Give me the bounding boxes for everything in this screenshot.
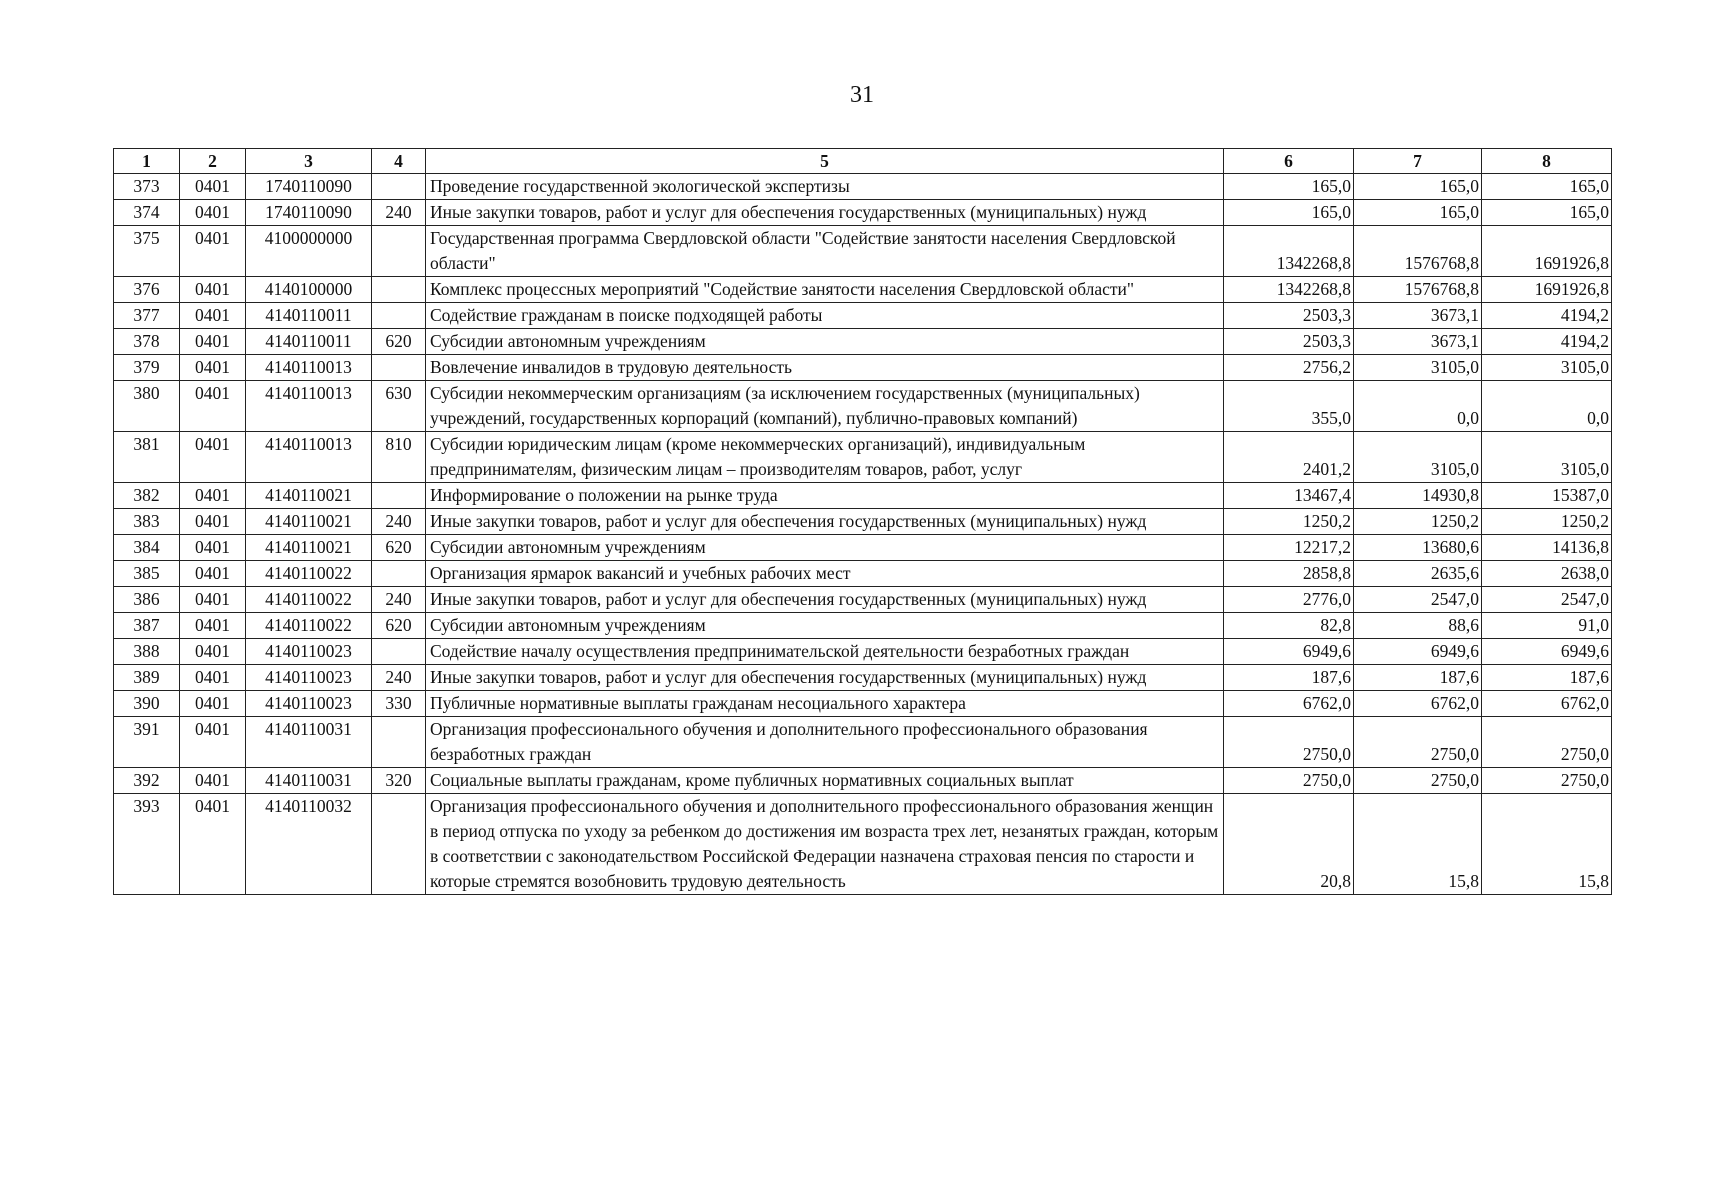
cell-target-code: 4140110011 — [246, 329, 372, 355]
cell-row-number: 392 — [114, 768, 180, 794]
cell-item-name: Организация ярмарок вакансий и учебных рабочих мест — [426, 561, 1224, 587]
cell-row-number: 381 — [114, 432, 180, 483]
cell-amount-year-2: 165,0 — [1354, 200, 1482, 226]
cell-row-number: 374 — [114, 200, 180, 226]
cell-row-number: 379 — [114, 355, 180, 381]
cell-row-number: 393 — [114, 794, 180, 895]
cell-section-code: 0401 — [180, 303, 246, 329]
cell-section-code: 0401 — [180, 639, 246, 665]
cell-expense-type-code: 240 — [372, 665, 426, 691]
cell-amount-year-3: 1691926,8 — [1482, 277, 1612, 303]
cell-target-code: 1740110090 — [246, 174, 372, 200]
cell-expense-type-code: 620 — [372, 613, 426, 639]
cell-expense-type-code: 620 — [372, 329, 426, 355]
cell-expense-type-code — [372, 303, 426, 329]
table-row — [114, 561, 1612, 587]
cell-section-code: 0401 — [180, 432, 246, 483]
cell-item-name: Иные закупки товаров, работ и услуг для обеспечения государственных (муниципальных) нужд — [426, 587, 1224, 613]
column-header-amount-year-1: 6 — [1224, 149, 1354, 174]
cell-amount-year-2: 3673,1 — [1354, 329, 1482, 355]
cell-expense-type-code — [372, 355, 426, 381]
table-row — [114, 329, 1612, 355]
cell-amount-year-3: 3105,0 — [1482, 432, 1612, 483]
cell-amount-year-1: 355,0 — [1224, 381, 1354, 432]
cell-amount-year-1: 12217,2 — [1224, 535, 1354, 561]
cell-amount-year-1: 6949,6 — [1224, 639, 1354, 665]
cell-amount-year-3: 15,8 — [1482, 794, 1612, 895]
cell-target-code: 4140110023 — [246, 665, 372, 691]
table-body — [114, 174, 1612, 895]
cell-amount-year-1: 2776,0 — [1224, 587, 1354, 613]
cell-expense-type-code — [372, 639, 426, 665]
header-row — [114, 149, 1612, 174]
cell-target-code: 4140100000 — [246, 277, 372, 303]
cell-target-code: 4140110021 — [246, 483, 372, 509]
table-row — [114, 432, 1612, 483]
cell-row-number: 388 — [114, 639, 180, 665]
table-header — [114, 149, 1612, 174]
cell-amount-year-3: 15387,0 — [1482, 483, 1612, 509]
cell-item-name: Субсидии юридическим лицам (кроме некоммерческих организаций), индивидуальным предпринимателям, физическим лицам – производителям товаров, работ, услуг — [426, 432, 1224, 483]
cell-amount-year-2: 3673,1 — [1354, 303, 1482, 329]
cell-target-code: 4140110023 — [246, 639, 372, 665]
cell-item-name: Проведение государственной экологической экспертизы — [426, 174, 1224, 200]
cell-expense-type-code: 240 — [372, 509, 426, 535]
cell-row-number: 380 — [114, 381, 180, 432]
table-row — [114, 355, 1612, 381]
cell-amount-year-2: 1250,2 — [1354, 509, 1482, 535]
cell-item-name: Государственная программа Свердловской области "Содействие занятости населения Свердловской области" — [426, 226, 1224, 277]
table-row — [114, 381, 1612, 432]
cell-row-number: 383 — [114, 509, 180, 535]
cell-amount-year-1: 1342268,8 — [1224, 226, 1354, 277]
cell-section-code: 0401 — [180, 717, 246, 768]
cell-item-name: Субсидии автономным учреждениям — [426, 329, 1224, 355]
cell-item-name: Публичные нормативные выплаты гражданам несоциального характера — [426, 691, 1224, 717]
cell-expense-type-code: 620 — [372, 535, 426, 561]
cell-amount-year-1: 2503,3 — [1224, 329, 1354, 355]
cell-amount-year-3: 187,6 — [1482, 665, 1612, 691]
cell-item-name: Субсидии некоммерческим организациям (за исключением государственных (муниципальных) учреждений, государственных корпораций (компаний), публично-правовых компаний) — [426, 381, 1224, 432]
column-header-amount-year-3: 8 — [1482, 149, 1612, 174]
cell-target-code: 4140110031 — [246, 717, 372, 768]
cell-amount-year-1: 2858,8 — [1224, 561, 1354, 587]
table-row — [114, 483, 1612, 509]
cell-amount-year-3: 165,0 — [1482, 174, 1612, 200]
cell-amount-year-3: 4194,2 — [1482, 329, 1612, 355]
table-row — [114, 665, 1612, 691]
cell-section-code: 0401 — [180, 174, 246, 200]
cell-section-code: 0401 — [180, 561, 246, 587]
cell-item-name: Информирование о положении на рынке труда — [426, 483, 1224, 509]
cell-section-code: 0401 — [180, 509, 246, 535]
cell-target-code: 4140110022 — [246, 561, 372, 587]
cell-expense-type-code — [372, 717, 426, 768]
cell-section-code: 0401 — [180, 381, 246, 432]
cell-section-code: 0401 — [180, 355, 246, 381]
cell-item-name: Организация профессионального обучения и дополнительного профессионального образования женщин в период отпуска по уходу за ребенком до достижения им возраста трех лет, незанятых граждан, которым в соответствии с законодательством Российской Федерации назначена страховая пенсия по старости и которые стремятся возобновить трудовую деятельность — [426, 794, 1224, 895]
column-header-section-code: 2 — [180, 149, 246, 174]
cell-row-number: 390 — [114, 691, 180, 717]
cell-amount-year-2: 3105,0 — [1354, 432, 1482, 483]
cell-amount-year-2: 13680,6 — [1354, 535, 1482, 561]
cell-amount-year-3: 2750,0 — [1482, 768, 1612, 794]
cell-section-code: 0401 — [180, 483, 246, 509]
cell-expense-type-code: 320 — [372, 768, 426, 794]
cell-amount-year-2: 15,8 — [1354, 794, 1482, 895]
table-row — [114, 691, 1612, 717]
cell-amount-year-1: 1342268,8 — [1224, 277, 1354, 303]
cell-amount-year-1: 2756,2 — [1224, 355, 1354, 381]
cell-amount-year-2: 88,6 — [1354, 613, 1482, 639]
cell-amount-year-1: 165,0 — [1224, 200, 1354, 226]
cell-item-name: Иные закупки товаров, работ и услуг для обеспечения государственных (муниципальных) нужд — [426, 200, 1224, 226]
cell-amount-year-2: 2750,0 — [1354, 717, 1482, 768]
cell-item-name: Содействие гражданам в поиске подходящей работы — [426, 303, 1224, 329]
column-header-amount-year-2: 7 — [1354, 149, 1482, 174]
cell-target-code: 4140110013 — [246, 432, 372, 483]
cell-target-code: 1740110090 — [246, 200, 372, 226]
table-row — [114, 587, 1612, 613]
cell-row-number: 385 — [114, 561, 180, 587]
column-header-item-name: 5 — [426, 149, 1224, 174]
cell-amount-year-1: 2503,3 — [1224, 303, 1354, 329]
table-row — [114, 794, 1612, 895]
cell-expense-type-code — [372, 174, 426, 200]
cell-amount-year-2: 14930,8 — [1354, 483, 1482, 509]
cell-amount-year-3: 2638,0 — [1482, 561, 1612, 587]
table-row — [114, 303, 1612, 329]
cell-amount-year-3: 14136,8 — [1482, 535, 1612, 561]
cell-target-code: 4100000000 — [246, 226, 372, 277]
cell-amount-year-2: 2635,6 — [1354, 561, 1482, 587]
cell-amount-year-2: 0,0 — [1354, 381, 1482, 432]
cell-amount-year-1: 1250,2 — [1224, 509, 1354, 535]
page-number: 31 — [850, 82, 874, 108]
column-header-target-code: 3 — [246, 149, 372, 174]
cell-item-name: Комплекс процессных мероприятий "Содействие занятости населения Свердловской области" — [426, 277, 1224, 303]
cell-expense-type-code — [372, 561, 426, 587]
cell-section-code: 0401 — [180, 226, 246, 277]
cell-amount-year-2: 1576768,8 — [1354, 226, 1482, 277]
cell-row-number: 386 — [114, 587, 180, 613]
cell-section-code: 0401 — [180, 768, 246, 794]
cell-target-code: 4140110011 — [246, 303, 372, 329]
cell-amount-year-1: 187,6 — [1224, 665, 1354, 691]
cell-item-name: Субсидии автономным учреждениям — [426, 613, 1224, 639]
cell-target-code: 4140110013 — [246, 355, 372, 381]
cell-item-name: Содействие началу осуществления предпринимательской деятельности безработных граждан — [426, 639, 1224, 665]
cell-section-code: 0401 — [180, 587, 246, 613]
cell-item-name: Иные закупки товаров, работ и услуг для обеспечения государственных (муниципальных) нужд — [426, 509, 1224, 535]
cell-amount-year-2: 1576768,8 — [1354, 277, 1482, 303]
cell-item-name: Организация профессионального обучения и дополнительного профессионального образования безработных граждан — [426, 717, 1224, 768]
table-row — [114, 277, 1612, 303]
cell-amount-year-1: 82,8 — [1224, 613, 1354, 639]
cell-amount-year-1: 20,8 — [1224, 794, 1354, 895]
cell-section-code: 0401 — [180, 277, 246, 303]
cell-amount-year-1: 6762,0 — [1224, 691, 1354, 717]
cell-row-number: 377 — [114, 303, 180, 329]
cell-amount-year-2: 6949,6 — [1354, 639, 1482, 665]
cell-expense-type-code: 240 — [372, 200, 426, 226]
cell-section-code: 0401 — [180, 794, 246, 895]
cell-amount-year-2: 2750,0 — [1354, 768, 1482, 794]
cell-amount-year-2: 3105,0 — [1354, 355, 1482, 381]
table-row — [114, 613, 1612, 639]
cell-target-code: 4140110022 — [246, 613, 372, 639]
cell-target-code: 4140110023 — [246, 691, 372, 717]
cell-section-code: 0401 — [180, 665, 246, 691]
cell-section-code: 0401 — [180, 691, 246, 717]
cell-amount-year-3: 4194,2 — [1482, 303, 1612, 329]
cell-target-code: 4140110013 — [246, 381, 372, 432]
cell-amount-year-2: 2547,0 — [1354, 587, 1482, 613]
cell-amount-year-2: 187,6 — [1354, 665, 1482, 691]
cell-expense-type-code — [372, 226, 426, 277]
cell-row-number: 378 — [114, 329, 180, 355]
cell-row-number: 387 — [114, 613, 180, 639]
cell-row-number: 391 — [114, 717, 180, 768]
table-row — [114, 200, 1612, 226]
cell-section-code: 0401 — [180, 200, 246, 226]
table-row — [114, 226, 1612, 277]
table-row — [114, 639, 1612, 665]
cell-expense-type-code — [372, 794, 426, 895]
cell-amount-year-1: 13467,4 — [1224, 483, 1354, 509]
cell-row-number: 373 — [114, 174, 180, 200]
cell-amount-year-3: 6949,6 — [1482, 639, 1612, 665]
table-row — [114, 174, 1612, 200]
table-row — [114, 509, 1612, 535]
cell-amount-year-3: 6762,0 — [1482, 691, 1612, 717]
table-row — [114, 535, 1612, 561]
cell-amount-year-3: 0,0 — [1482, 381, 1612, 432]
cell-amount-year-3: 91,0 — [1482, 613, 1612, 639]
cell-item-name: Субсидии автономным учреждениям — [426, 535, 1224, 561]
cell-amount-year-1: 2750,0 — [1224, 717, 1354, 768]
cell-expense-type-code: 240 — [372, 587, 426, 613]
cell-target-code: 4140110032 — [246, 794, 372, 895]
cell-amount-year-1: 2401,2 — [1224, 432, 1354, 483]
cell-section-code: 0401 — [180, 535, 246, 561]
cell-target-code: 4140110021 — [246, 535, 372, 561]
cell-target-code: 4140110031 — [246, 768, 372, 794]
cell-expense-type-code: 330 — [372, 691, 426, 717]
cell-item-name: Иные закупки товаров, работ и услуг для обеспечения государственных (муниципальных) нужд — [426, 665, 1224, 691]
cell-amount-year-3: 2547,0 — [1482, 587, 1612, 613]
cell-amount-year-3: 1691926,8 — [1482, 226, 1612, 277]
cell-item-name: Вовлечение инвалидов в трудовую деятельность — [426, 355, 1224, 381]
cell-amount-year-3: 2750,0 — [1482, 717, 1612, 768]
table-row — [114, 768, 1612, 794]
cell-amount-year-1: 165,0 — [1224, 174, 1354, 200]
cell-row-number: 384 — [114, 535, 180, 561]
cell-amount-year-1: 2750,0 — [1224, 768, 1354, 794]
cell-amount-year-2: 6762,0 — [1354, 691, 1482, 717]
cell-amount-year-2: 165,0 — [1354, 174, 1482, 200]
cell-expense-type-code — [372, 483, 426, 509]
cell-amount-year-3: 3105,0 — [1482, 355, 1612, 381]
cell-expense-type-code: 630 — [372, 381, 426, 432]
cell-target-code: 4140110022 — [246, 587, 372, 613]
cell-expense-type-code — [372, 277, 426, 303]
column-header-row-number: 1 — [114, 149, 180, 174]
cell-amount-year-3: 1250,2 — [1482, 509, 1612, 535]
table-row — [114, 717, 1612, 768]
cell-expense-type-code: 810 — [372, 432, 426, 483]
cell-section-code: 0401 — [180, 329, 246, 355]
column-header-expense-type-code: 4 — [372, 149, 426, 174]
cell-amount-year-3: 165,0 — [1482, 200, 1612, 226]
cell-section-code: 0401 — [180, 613, 246, 639]
cell-target-code: 4140110021 — [246, 509, 372, 535]
budget-table — [113, 148, 1612, 895]
cell-row-number: 389 — [114, 665, 180, 691]
cell-row-number: 376 — [114, 277, 180, 303]
cell-row-number: 375 — [114, 226, 180, 277]
cell-item-name: Социальные выплаты гражданам, кроме публичных нормативных социальных выплат — [426, 768, 1224, 794]
cell-row-number: 382 — [114, 483, 180, 509]
